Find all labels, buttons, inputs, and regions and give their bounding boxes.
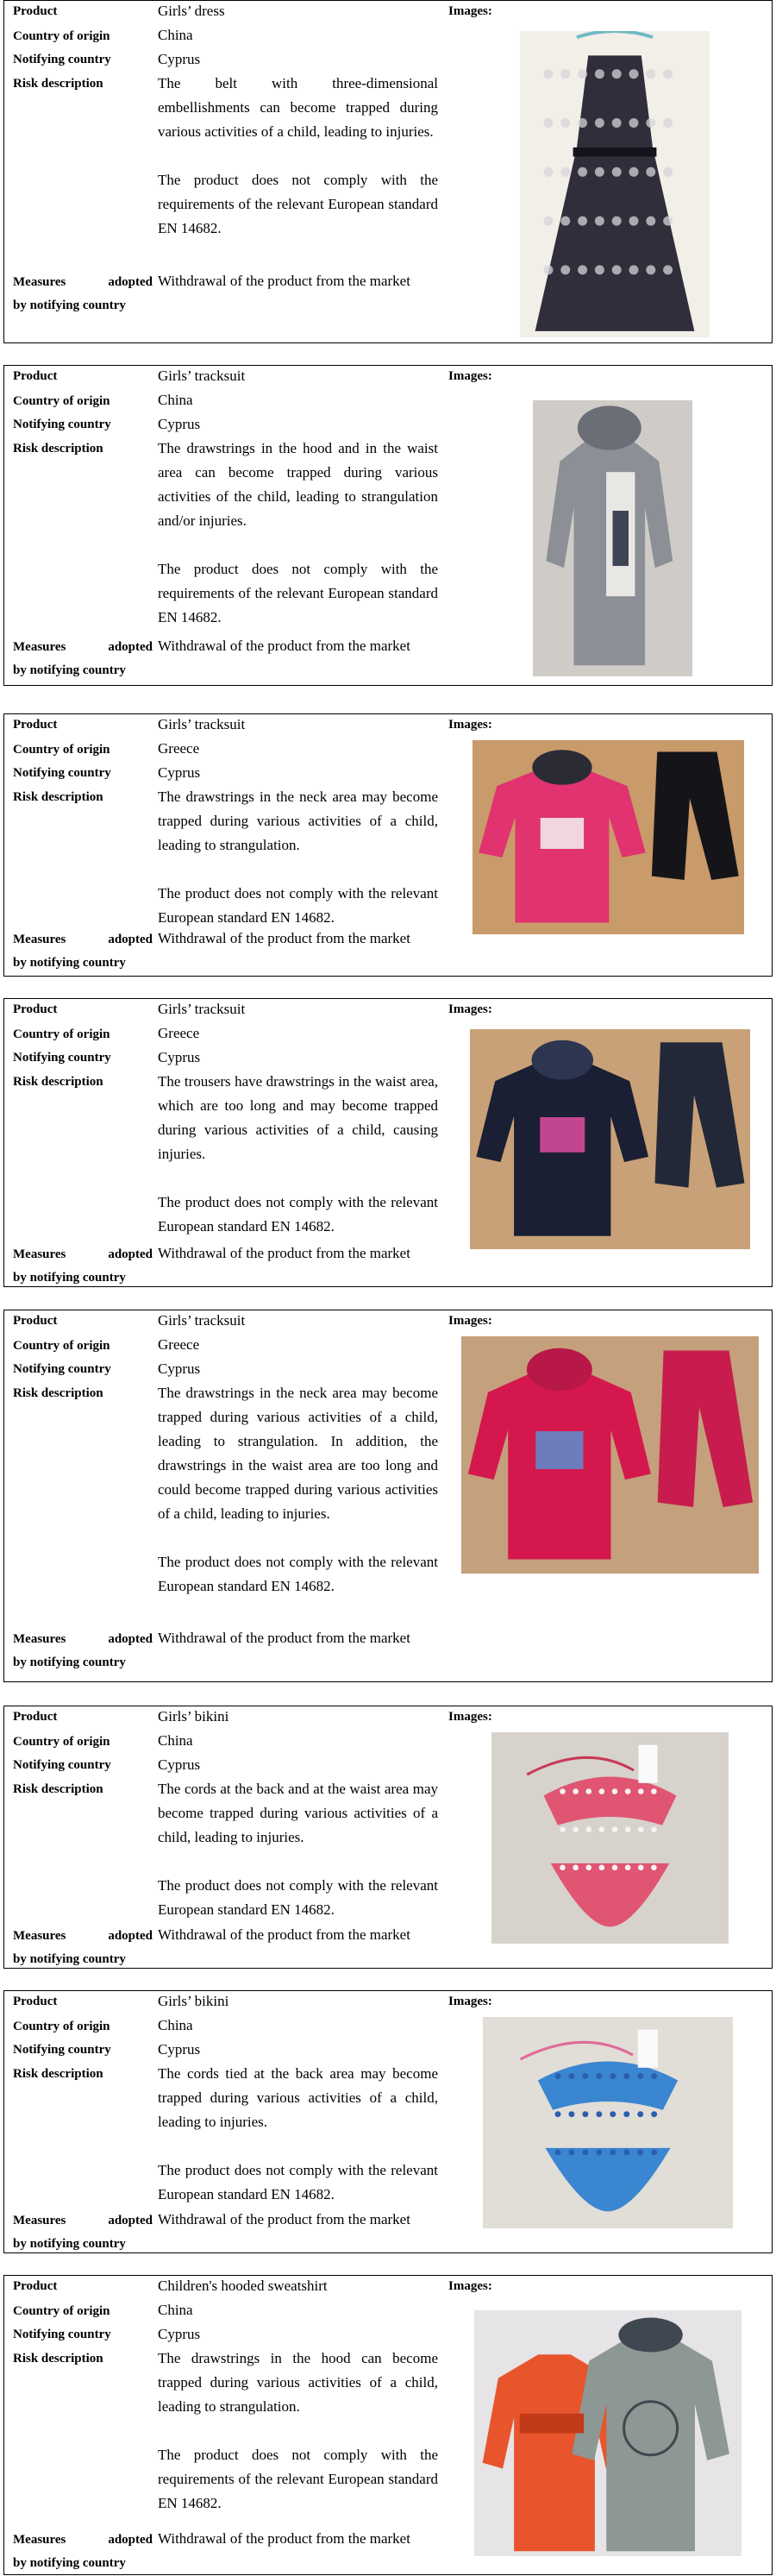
product-label: Product (13, 718, 58, 732)
measures-label-line2: by notifying country (13, 956, 126, 970)
notifying-country-label: Notifying country (13, 2328, 111, 2341)
images-label: Images: (448, 4, 492, 18)
product-label: Product (13, 369, 58, 383)
risk-description-label: Risk description (13, 442, 103, 456)
images-label: Images: (448, 718, 492, 732)
compliance-text: The product does not comply with the relevant European standard EN 14682. (158, 2162, 438, 2202)
compliance-text: The product does not comply with the relevant European standard EN 14682. (158, 1194, 438, 1235)
risk-description-label: Risk description (13, 2352, 103, 2366)
notifying-country-label: Notifying country (13, 53, 111, 66)
country-of-origin-value: China (158, 1732, 193, 1749)
product-notification-card (3, 1706, 773, 1969)
notifying-country-label: Notifying country (13, 1051, 111, 1065)
risk-description-label: Risk description (13, 77, 103, 91)
measures-label-line1: Measures adopted (13, 2533, 153, 2547)
product-photo (491, 1732, 729, 1944)
notifying-country-value: Cyprus (158, 2041, 201, 2058)
product-notification-card (3, 713, 773, 977)
measures-label-line2: by notifying country (13, 663, 126, 677)
product-name: Children's hooded sweatshirt (158, 2278, 328, 2294)
compliance-text: The product does not comply with the requirements of the relevant European standard EN 14682. (158, 561, 438, 625)
country-of-origin-label: Country of origin (13, 1339, 110, 1353)
product-label: Product (13, 1995, 58, 2008)
measures-value: Withdrawal of the product from the market (158, 1630, 410, 1646)
measures-label-line2: by notifying country (13, 1656, 126, 1669)
measures-value: Withdrawal of the product from the market (158, 1245, 410, 1261)
product-name: Girls’ bikini (158, 1993, 229, 2009)
product-label: Product (13, 1002, 58, 1016)
measures-value: Withdrawal of the product from the market (158, 273, 410, 289)
images-label: Images: (448, 1710, 492, 1724)
country-of-origin-label: Country of origin (13, 394, 110, 408)
risk-description-label: Risk description (13, 790, 103, 804)
product-name: Girls’ tracksuit (158, 1312, 246, 1329)
compliance-text: The product does not comply with the requirements of the relevant European standard EN 14682. (158, 172, 438, 236)
product-label: Product (13, 1710, 58, 1724)
risk-text: The cords at the back and at the waist area may become trapped during various activities of a child, leading to injuries. (158, 1781, 438, 1845)
risk-text: The trousers have drawstrings in the waist area, which are too long and may become trapped during various activities of a child, causing injuries. (158, 1073, 438, 1162)
images-label: Images: (448, 369, 492, 383)
measures-label-line2: by notifying country (13, 2556, 126, 2570)
risk-description-text (158, 1381, 438, 1599)
risk-description-label: Risk description (13, 1075, 103, 1089)
product-label: Product (13, 4, 58, 18)
product-notification-card (3, 2275, 773, 2575)
risk-description-text (158, 1777, 438, 1922)
country-of-origin-value: Greece (158, 1336, 200, 1353)
measures-value: Withdrawal of the product from the market (158, 638, 410, 654)
product-name: Girls’ bikini (158, 1708, 229, 1725)
risk-text: The drawstrings in the neck area may become trapped during various activities of a child, leading to strangulation. (158, 789, 438, 853)
risk-description-text (158, 785, 438, 930)
product-name: Girls’ tracksuit (158, 368, 246, 384)
country-of-origin-value: Greece (158, 1025, 200, 1041)
measures-value: Withdrawal of the product from the market (158, 930, 410, 946)
product-notification-card (3, 365, 773, 686)
measures-label-line1: Measures adopted (13, 1632, 153, 1646)
product-notification-card (3, 1990, 773, 2253)
risk-text: The belt with three-dimensional embellishments can become trapped during various activities of a child, leading to injuries. (158, 75, 438, 140)
notifying-country-label: Notifying country (13, 1362, 111, 1376)
images-label: Images: (448, 1002, 492, 1016)
country-of-origin-label: Country of origin (13, 1735, 110, 1749)
compliance-text: The product does not comply with the relevant European standard EN 14682. (158, 1554, 438, 1594)
risk-text: The drawstrings in the hood can become trapped during various activities of a child, leading to strangulation. (158, 2350, 438, 2415)
product-notification-card (3, 1310, 773, 1682)
country-of-origin-value: China (158, 27, 193, 43)
country-of-origin-label: Country of origin (13, 743, 110, 757)
notifying-country-value: Cyprus (158, 416, 201, 432)
product-name: Girls’ tracksuit (158, 716, 246, 732)
product-photo (483, 2017, 733, 2228)
measures-value: Withdrawal of the product from the market (158, 1926, 410, 1943)
notifying-country-value: Cyprus (158, 1360, 201, 1377)
risk-text: The drawstrings in the neck area may become trapped during various activities of a child, leading to strangulation. In addition, the drawstrings in the waist area are too long and could become trapped during various activities of a child, leading to injuries. (158, 1385, 438, 1522)
risk-text: The cords tied at the back area may become trapped during various activities of a child, leading to injuries. (158, 2065, 438, 2130)
country-of-origin-label: Country of origin (13, 1027, 110, 1041)
product-photo (461, 1336, 759, 1574)
risk-description-text (158, 2347, 438, 2516)
country-of-origin-label: Country of origin (13, 2304, 110, 2318)
risk-description-text (158, 437, 438, 630)
risk-description-label: Risk description (13, 2067, 103, 2081)
notifying-country-value: Cyprus (158, 764, 201, 781)
risk-description-label: Risk description (13, 1386, 103, 1400)
product-photo (520, 31, 710, 337)
notifying-country-label: Notifying country (13, 766, 111, 780)
risk-description-text (158, 72, 438, 241)
country-of-origin-value: China (158, 392, 193, 408)
measures-label-line1: Measures adopted (13, 2214, 153, 2227)
measures-label-line1: Measures adopted (13, 640, 153, 654)
notifying-country-value: Cyprus (158, 51, 201, 67)
risk-description-text (158, 1070, 438, 1239)
country-of-origin-label: Country of origin (13, 2020, 110, 2033)
product-notification-card (3, 998, 773, 1287)
notifying-country-value: Cyprus (158, 2326, 201, 2342)
product-label: Product (13, 2279, 58, 2293)
country-of-origin-value: China (158, 2017, 193, 2033)
notifying-country-value: Cyprus (158, 1756, 201, 1773)
notifying-country-label: Notifying country (13, 2043, 111, 2057)
measures-label-line2: by notifying country (13, 298, 126, 312)
measures-label-line1: Measures adopted (13, 933, 153, 946)
notifying-country-label: Notifying country (13, 418, 111, 431)
measures-value: Withdrawal of the product from the market (158, 2530, 410, 2547)
product-notification-card (3, 0, 773, 343)
measures-label-line1: Measures adopted (13, 1929, 153, 1943)
risk-text: The drawstrings in the hood and in the waist area can become trapped during various activities of the child, leading to strangulation and/or injuries. (158, 440, 438, 529)
measures-label-line2: by notifying country (13, 1271, 126, 1285)
product-label: Product (13, 1314, 58, 1328)
product-name: Girls’ dress (158, 3, 225, 19)
product-photo (472, 740, 744, 934)
product-photo (474, 2310, 742, 2556)
measures-label-line2: by notifying country (13, 2237, 126, 2251)
images-label: Images: (448, 1314, 492, 1328)
images-label: Images: (448, 1995, 492, 2008)
measures-label-line1: Measures adopted (13, 275, 153, 289)
product-photo (470, 1029, 750, 1249)
notifying-country-label: Notifying country (13, 1758, 111, 1772)
risk-description-label: Risk description (13, 1782, 103, 1796)
notifying-country-value: Cyprus (158, 1049, 201, 1065)
compliance-text: The product does not comply with the requirements of the relevant European standard EN 14682. (158, 2447, 438, 2511)
compliance-text: The product does not comply with the relevant European standard EN 14682. (158, 1877, 438, 1918)
product-photo (533, 400, 692, 676)
product-name: Girls’ tracksuit (158, 1001, 246, 1017)
country-of-origin-value: Greece (158, 740, 200, 757)
measures-value: Withdrawal of the product from the market (158, 2211, 410, 2227)
measures-label-line2: by notifying country (13, 1952, 126, 1966)
images-label: Images: (448, 2279, 492, 2293)
risk-description-text (158, 2062, 438, 2207)
measures-label-line1: Measures adopted (13, 1247, 153, 1261)
country-of-origin-label: Country of origin (13, 29, 110, 43)
compliance-text: The product does not comply with the relevant European standard EN 14682. (158, 885, 438, 926)
country-of-origin-value: China (158, 2302, 193, 2318)
